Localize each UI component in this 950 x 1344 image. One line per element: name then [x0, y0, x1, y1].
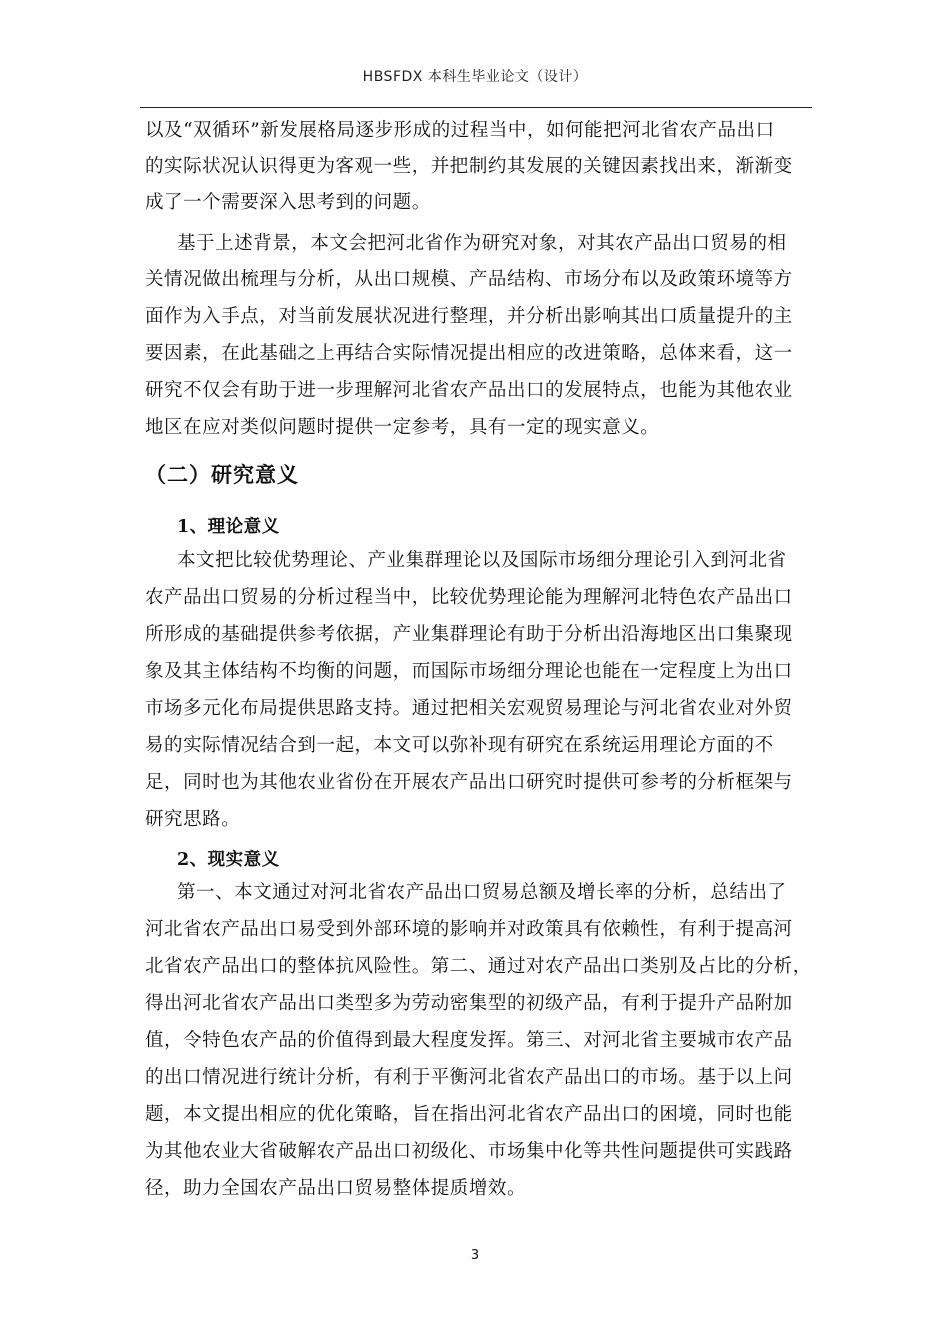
header-rule [140, 107, 812, 108]
para4-line: 题，本文提出相应的优化策略，旨在指出河北省农产品出口的困境，同时也能 [145, 1104, 793, 1125]
para2-line: 关情况做出梳理与分析，从出口规模、产品结构、市场分布以及政策环境等方 [145, 269, 793, 290]
para1-line: 的实际状况认识得更为客观一些，并把制约其发展的关键因素找出来，渐渐变 [145, 156, 793, 177]
para4-line: 径，助力全国农产品出口贸易整体提质增效。 [145, 1178, 527, 1199]
para3-line: 足，同时也为其他农业省份在开展农产品出口研究时提供可参考的分析框架与 [145, 772, 793, 793]
para1-line: 成了一个需要深入思考到的问题。 [145, 192, 431, 213]
para3-line: 农产品出口贸易的分析过程当中，比较优势理论能为理解河北特色农产品出口 [145, 587, 793, 608]
subsection-heading-practice: 2、现实意义 [177, 850, 280, 870]
para2-line: 要因素，在此基础之上再结合实际情况提出相应的改进策略，总体来看，这一 [145, 343, 793, 364]
para3-line: 研究思路。 [145, 809, 241, 830]
para1-line: 以及“双循环”新发展格局逐步形成的过程当中，如何能把河北省农产品出口 [145, 120, 775, 141]
para3-line: 所形成的基础提供参考依据，产业集群理论有助于分析出沿海地区出口集聚现 [145, 624, 793, 645]
running-header: HBSFDX 本科生毕业论文（设计） [362, 69, 588, 85]
para4-line: 的出口情况进行统计分析，有利于平衡河北省农产品出口的市场。基于以上问 [145, 1067, 793, 1088]
para2-line: 面作为入手点，对当前发展状况进行整理，并分析出影响其出口质量提升的主 [145, 306, 793, 327]
page-number: 3 [470, 1248, 480, 1263]
para4-line: 得出河北省农产品出口类型多为劳动密集型的初级产品，有利于提升产品附加 [145, 993, 793, 1014]
para2-line: 基于上述背景，本文会把河北省作为研究对象，对其农产品出口贸易的相 [177, 233, 787, 254]
para3-line: 本文把比较优势理论、产业集群理论以及国际市场细分理论引入到河北省 [177, 550, 787, 571]
para4-line: 北省农产品出口的整体抗风险性。第二、通过对农产品出口类别及占比的分析， [145, 956, 812, 977]
para2-line: 地区在应对类似问题时提供一定参考，具有一定的现实意义。 [145, 417, 660, 438]
para4-line: 为其他农业大省破解农产品出口初级化、市场集中化等共性问题提供可实践路 [145, 1141, 793, 1162]
para4-line: 值，令特色农产品的价值得到最大程度发挥。第三、对河北省主要城市农产品 [145, 1030, 793, 1051]
para3-line: 市场多元化布局提供思路支持。通过把相关宏观贸易理论与河北省农业对外贸 [145, 698, 793, 719]
para4-line: 第一、本文通过对河北省农产品出口贸易总额及增长率的分析，总结出了 [177, 882, 787, 903]
subsection-heading-theory: 1、理论意义 [177, 517, 280, 537]
para4-line: 河北省农产品出口易受到外部环境的影响并对政策具有依赖性，有利于提高河 [145, 919, 793, 940]
para3-line: 象及其主体结构不均衡的问题，而国际市场细分理论也能在一定程度上为出口 [145, 661, 793, 682]
para3-line: 易的实际情况结合到一起，本文可以弥补现有研究在系统运用理论方面的不 [145, 735, 774, 756]
para2-line: 研究不仅会有助于进一步理解河北省农产品出口的发展特点，也能为其他农业 [145, 380, 793, 401]
section-heading: （二）研究意义 [145, 462, 299, 487]
